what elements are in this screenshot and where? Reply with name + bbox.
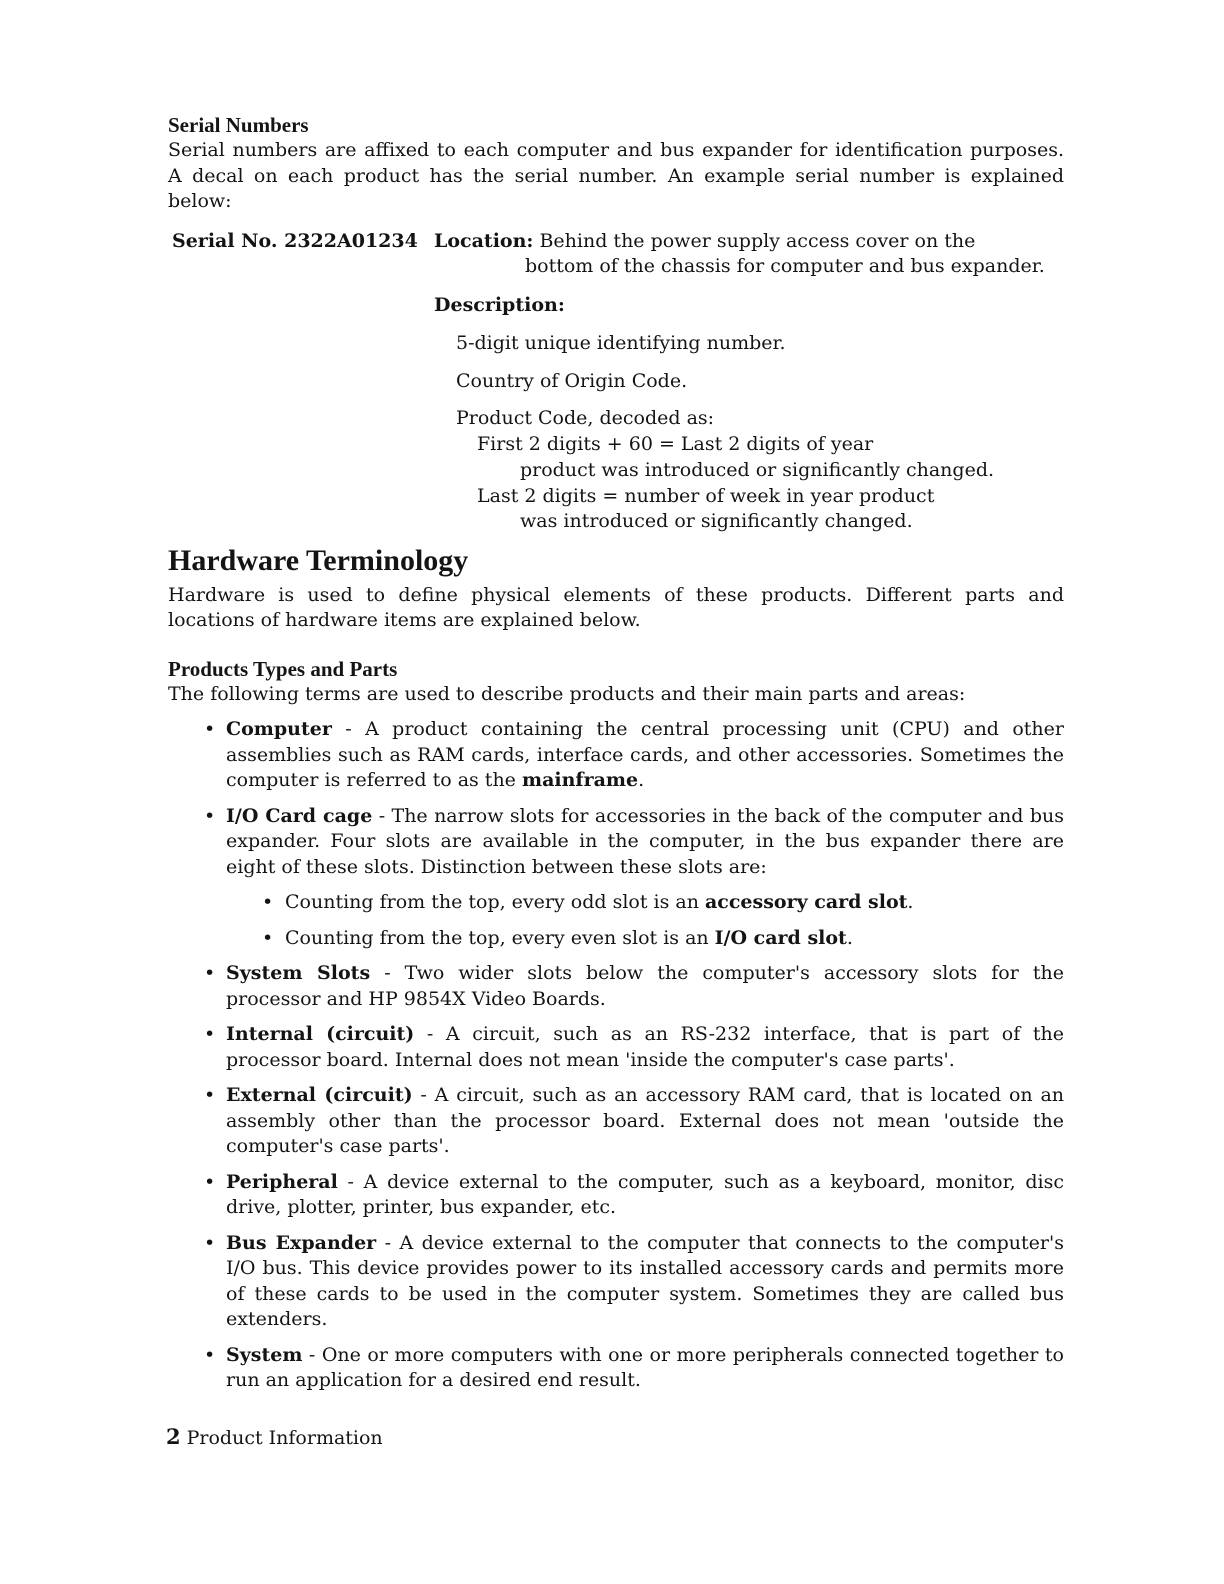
slot-distinction-list	[226, 890, 1064, 951]
description-label: Description:	[434, 293, 565, 316]
product-types-heading: Products Types and Parts	[168, 656, 398, 681]
list-item	[168, 717, 1064, 794]
desc-unique-number: 5-digit unique identifying number.	[456, 331, 786, 354]
term-external-circuit: External (circuit)	[226, 1084, 413, 1106]
term-peripheral: Peripheral	[226, 1170, 338, 1193]
serial-example-label: Serial No. 2322A01234	[172, 229, 418, 252]
serial-example-block	[168, 227, 1064, 532]
term-io-card-cage: I/O Card cage	[226, 804, 373, 827]
definition-peripheral: - A device external to the computer, such as a keyboard, monitor, disc drive, plotter, printer, bus expander, etc.	[226, 1170, 1064, 1218]
location-line-2: bottom of the chassis for computer and bus expander.	[525, 254, 1045, 277]
even-slot-text: Counting from the top, every even slot is an	[285, 926, 715, 949]
list-item	[226, 890, 1064, 916]
list-item	[168, 804, 1064, 952]
even-slot-end: .	[846, 926, 853, 949]
definition-system-slots: - Two wider slots below the computer's accessory slots for the processor and HP 9854X Video Boards.	[226, 962, 1064, 1010]
definition-io-card-cage: - The narrow slots for accessories in the back of the computer and bus expander. Four slots are available in the computer, in the bus expander there are eight of these slots. Distinction between these slots are:	[226, 804, 1064, 878]
list-item	[226, 926, 1064, 952]
footer-section-title: Product Information	[186, 1427, 383, 1449]
term-internal-circuit: Internal (circuit)	[226, 1023, 415, 1045]
list-item	[168, 1343, 1064, 1394]
definition-computer-end: .	[638, 769, 645, 791]
definition-external-circuit: - A circuit, such as an accessory RAM card, that is located on an assembly other than the processor board. External does not mean 'outside the computer's case parts'.	[226, 1084, 1065, 1157]
hardware-terminology-heading: Hardware Terminology	[168, 543, 469, 577]
terms-list	[168, 717, 1064, 1394]
term-mainframe: mainframe	[521, 769, 639, 791]
product-types-intro: The following terms are used to describe products and their main parts and areas:	[168, 682, 966, 705]
definition-system: - One or more computers with one or more peripherals connected together to run an application for a desired end result.	[226, 1343, 1064, 1391]
serial-numbers-heading: Serial Numbers	[168, 113, 309, 137]
desc-product-code: Product Code, decoded as:	[456, 406, 715, 429]
definition-internal-circuit: - A circuit, such as an RS-232 interface, that is part of the processor board. Internal does not mean 'inside the computer's case parts'.	[226, 1023, 1064, 1071]
list-item	[168, 1022, 1064, 1073]
list-item	[168, 961, 1064, 1012]
term-accessory-card-slot: accessory card slot	[704, 891, 908, 913]
hardware-terminology-intro: Hardware is used to define physical elements of these products. Different parts and locations of hardware items are explained below.	[168, 583, 1064, 631]
desc-last-digits-line-2: was introduced or significantly changed.	[520, 509, 913, 532]
definition-bus-expander: - A device external to the computer that connects to the computer's I/O bus. This device provides power to its installed accessory cards and permits more of these cards to be used in the computer system. Sometimes they are called bus extenders.	[226, 1231, 1064, 1330]
desc-last-digits-line-1: Last 2 digits = number of week in year product	[477, 484, 935, 507]
desc-country-code: Country of Origin Code.	[456, 369, 688, 392]
list-item	[168, 1083, 1064, 1160]
definition-computer: - A product containing the central processing unit (CPU) and other assemblies such as RAM cards, interface cards, and other accessories. Sometimes the computer is referred to as the	[226, 718, 1064, 791]
page-number: 2	[166, 1424, 181, 1449]
desc-first-digits-line-2: product was introduced or significantly changed.	[520, 458, 995, 481]
odd-slot-text: Counting from the top, every odd slot is an	[285, 891, 705, 913]
term-io-card-slot: I/O card slot	[714, 926, 847, 949]
odd-slot-end: .	[907, 891, 914, 913]
location-text-1: Behind the power supply access cover on the	[539, 229, 976, 252]
document-page	[168, 112, 1064, 1404]
serial-numbers-intro: Serial numbers are affixed to each computer and bus expander for identification purposes. A decal on each product has the serial number. An example serial number is explained below:	[168, 139, 1064, 212]
location-label: Location:	[434, 229, 534, 252]
term-computer: Computer	[226, 718, 332, 740]
desc-first-digits-line-1: First 2 digits + 60 = Last 2 digits of year	[477, 432, 874, 455]
term-bus-expander: Bus Expander	[226, 1231, 377, 1254]
term-system-slots: System Slots	[226, 962, 371, 984]
list-item	[168, 1170, 1064, 1221]
term-system: System	[226, 1343, 303, 1366]
location-line-1	[434, 229, 975, 255]
list-item	[168, 1231, 1064, 1333]
page-footer	[166, 1424, 383, 1449]
